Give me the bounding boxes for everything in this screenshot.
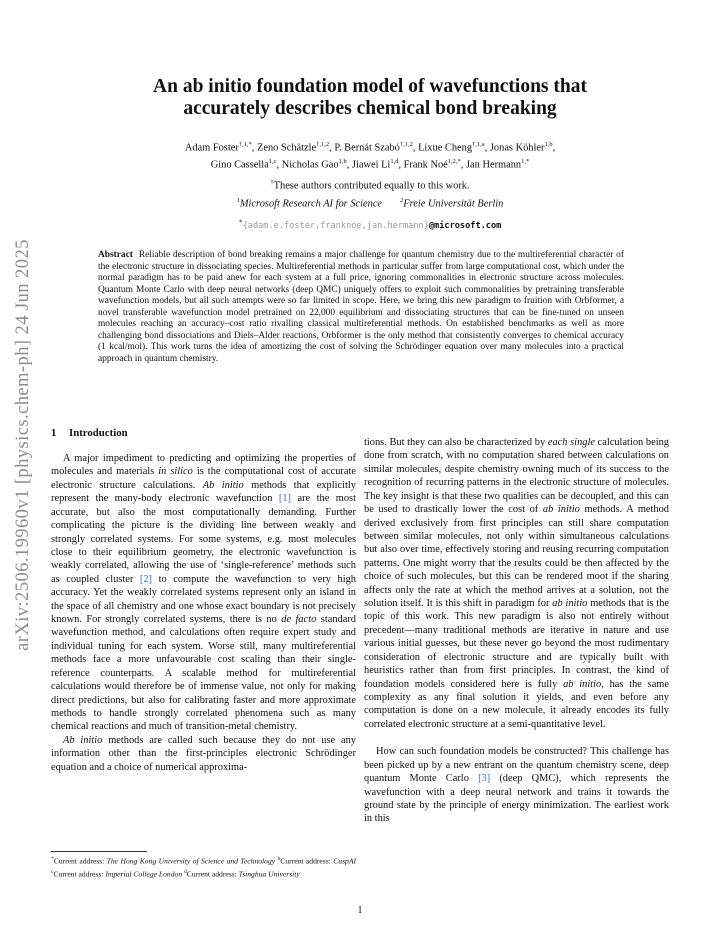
paper-title <box>60 76 680 120</box>
email-mark: * <box>238 218 243 226</box>
dagger-mark: † <box>270 179 274 186</box>
author-affil: 1,2,* <box>447 158 461 166</box>
arxiv-id: arXiv:2506.19960v1 [physics.chem-ph] 24 Jun 2025 <box>12 239 33 651</box>
author-affil: 1,b <box>544 141 553 148</box>
paragraph: Ab initio methods are called such because they do not use any information other than the first-principles electronic Schrödinger equation and a choice of numerical approxima- <box>51 734 356 773</box>
left-column <box>51 452 356 774</box>
author-affil: 1,d <box>390 158 399 166</box>
citation-link[interactable]: [3] <box>478 773 491 785</box>
author-sep: , <box>484 142 490 154</box>
author-sep: , <box>412 142 419 154</box>
right-column <box>364 436 669 826</box>
author-affil: 1,* <box>521 158 530 166</box>
title-line-2: accurately describes chemical bond breaking <box>183 98 557 119</box>
affiliations <box>80 197 660 209</box>
title-line-1: An ab initio foundation model of wavefunctions that <box>153 76 587 97</box>
author-list <box>80 138 660 173</box>
author-line-2 <box>80 155 660 172</box>
author-name: Jan Hermann <box>466 159 522 171</box>
author-affil: †,1,2 <box>399 141 413 148</box>
paragraph: How can such foundation models be constructed? This challenge has been picked up by a new entrant on the quantum chemistry scene, deep quantum Monte Carlo [3] (deep QMC), which represents the wavefunction with a deep neural network and trains it towards the ground state by the principle of energy minimization. The earliest work in this <box>364 746 669 825</box>
author-sep: , <box>276 159 282 171</box>
equal-contribution-note <box>80 179 660 191</box>
author-name: Lixue Cheng <box>418 142 473 154</box>
author-sep: , <box>398 159 404 171</box>
section-number: 1 <box>51 427 57 439</box>
author-name: Adam Foster <box>184 142 239 154</box>
abstract-label: Abstract <box>98 250 133 260</box>
author-line-1 <box>80 138 660 155</box>
author-sep: , <box>552 142 556 154</box>
author-sep: , <box>251 142 257 154</box>
citation-link[interactable]: [1] <box>278 493 292 505</box>
arxiv-watermark <box>6 210 40 680</box>
abstract <box>98 250 624 365</box>
paragraph: A major impediment to predicting and optimizing the properties of molecules and materials in silico is the computational cost of accurate electronic structure calculations. Ab initio methods that explicitly represent the many-body electronic wavefunction [1] are the most accurate, but also the most computationally demanding. Further complicating the picture is the dividing line between weakly and strongly correlated systems. For some systems, e.g. most molecules close to their equilibrium geometry, the electronic wavefunction is weakly correlated, allowing the use of ‘single-reference’ methods such as coupled cluster [2] to compute the wavefunction to very high accuracy. Yet the weakly correlated systems represent only an island in the space of all chemistry and one whose exact boundary is not precisely known. For strongly correlated systems, there is no de facto standard wavefunction method, and calculations often require expert study and individual tuning for each system. Worse still, many multireferential methods face a more unfavourable cost scaling than their single-reference counterparts. A scalable method for multireferential calculations would therefore be of immense value, not only for making direct predictions, but also for calibrating faster and more approximate methods to handle strongly correlated phenomena such as many chemical reactions and much of transition-metal chemistry. <box>51 453 356 733</box>
author-name: Jiawei Li <box>351 159 391 171</box>
affiliation-1: Microsoft Research AI for Science <box>239 198 383 210</box>
affiliation-2: Freie Universität Berlin <box>403 198 504 210</box>
abstract-text: Reliable description of bond breaking remains a major challenge for quantum chemistry due to the multireferential character of the electronic structure in dissociating species. Multireferential methods in particular suffer from large computational cost, which under the normal paradigm has to be paid anew for each system at a full price, ignoring commonalities in electronic structure across molecules. Quantum Monte Carlo with deep neural networks (deep QMC) uniquely offers to exploit such commonalities by pretraining transferable wavefunction models, but all such attempts were so far limited in scope. Here, we bring this new paradigm to fruition with Orbformer, a novel transferable wavefunction model pretrained on 22,000 equilibrium and dissociating structures that can be fine-tuned on unseen molecules reaching an accuracy–cost ratio rivalling classical multireferential methods. On established benchmarks as well as more challenging bond dissociations and Diels–Alder reactions, Orbformer is the only method that consistently converges to chemical accuracy (1 kcal/mol). This work turns the idea of amortizing the cost of solving the Schrödinger equation over many molecules into a practical approach in quantum chemistry. <box>98 250 624 364</box>
author-affil: †,1,a <box>472 141 485 148</box>
author-affil: 1,b <box>338 158 347 166</box>
contact-emails <box>80 218 660 231</box>
author-sep: , <box>460 159 466 171</box>
paragraph: tions. But they can also be characterized by each single calculation being done from scratch, with no computation shared between calculations on similar molecules, despite chemistry owning much of its success to the recognition of recurring patterns in the electronic structure of molecules. The key insight is that these two qualities can be decoupled, and this can be used to drastically lower the cost of ab initio methods. A method derived exclusively from first principles can still share computation between similar molecules, not only within simultaneous calculations but also over time, effectively storing and reusing recurring computation patterns. One might worry that the results could be then affected by the choice of such molecules, but this can be rendered moot if the sharing affects only the rate at which the method arrives at a solution, not the solution itself. It is this shift in paradigm for ab initio methods that is the topic of this work. This new paradigm is also not entirely without precedent—many traditional methods are iterative in nature and use various initial guesses, but these never go beyond the most rudimentary consideration of electronic structure and are typically built with heuristics rather than from first principles. In contrast, the kind of foundation models considered here is fully ab initio, has the same complexity as any final solution it yields, and even before any computation is done on a new molecule, it already encodes its fully correlated electronic structure at a semi-quantitative level. <box>364 437 669 730</box>
section-heading <box>51 427 128 439</box>
affil-mark: 1 <box>236 197 240 204</box>
author-affil: 1,c <box>268 158 277 166</box>
email-names[interactable]: {adam.e.foster,franknoe,jan.hermann} <box>242 220 429 231</box>
author-sep: , <box>346 159 352 171</box>
section-title: Introduction <box>69 427 128 439</box>
footnote-rule <box>51 851 147 852</box>
email-domain[interactable]: @microsoft.com <box>428 220 502 231</box>
equal-contribution-text: These authors contributed equally to this work. <box>273 180 470 192</box>
author-name: Jonas Köhler <box>489 142 545 154</box>
author-name: Zeno Schätzle <box>257 142 317 154</box>
author-name: P. Bernát Szabó <box>334 142 400 154</box>
citation-link[interactable]: [2] <box>139 573 153 585</box>
author-name: Frank Noé <box>403 159 448 171</box>
author-name: Gino Cassella <box>210 159 269 171</box>
author-affil: †,1,* <box>238 141 252 148</box>
page-number: 1 <box>357 905 363 916</box>
author-sep: , <box>329 142 335 154</box>
author-name: Nicholas Gao <box>281 159 339 171</box>
affil-mark: 2 <box>400 197 404 204</box>
author-affil: †,1,2 <box>316 141 330 148</box>
footnote: *Current address: The Hong Kong University of Science and Technology $^b$Current address: CuspAI $^c$Current address: Imperial College London $^d$Current address: Tsinghua University <box>51 856 356 879</box>
